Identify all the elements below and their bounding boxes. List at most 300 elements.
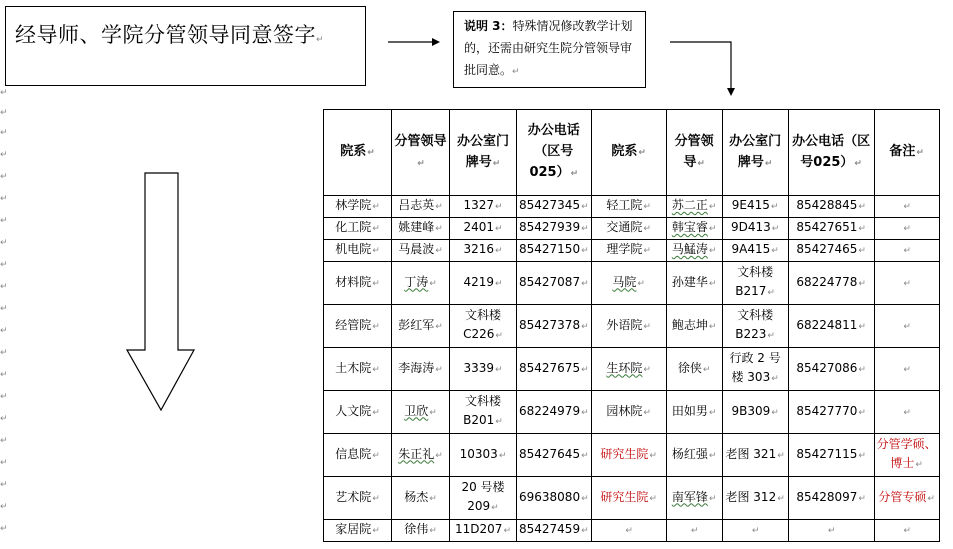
header-cell (874, 110, 939, 196)
cell-end-mark-icon: ↵ (581, 450, 589, 461)
header-cell (591, 110, 666, 196)
table-cell (392, 348, 450, 391)
cell-end-mark-icon: ↵ (916, 148, 924, 158)
cell-end-mark-icon: ↵ (581, 278, 589, 289)
cell-end-mark-icon: ↵ (581, 526, 589, 536)
return-mark-icon: ↵ (512, 67, 520, 77)
cell-end-mark-icon: ↵ (903, 364, 911, 375)
table-cell-text: 徐伟 (404, 522, 429, 536)
table-cell (874, 305, 939, 348)
table-cell (450, 391, 517, 434)
table-cell (666, 305, 722, 348)
cell-end-mark-icon: ↵ (581, 246, 589, 256)
table-cell (450, 262, 517, 305)
cell-end-mark-icon: ↵ (771, 407, 779, 418)
table-cell-text: 9B309 (731, 403, 771, 418)
table-cell (874, 520, 939, 542)
cell-end-mark-icon: ↵ (915, 460, 923, 470)
table-cell (591, 262, 666, 305)
cell-end-mark-icon: ↵ (858, 450, 866, 461)
note-label: 说明 3： (464, 19, 513, 33)
table-cell (722, 305, 788, 348)
cell-end-mark-icon: ↵ (854, 158, 862, 169)
table-row (324, 520, 940, 542)
table-cell (517, 434, 592, 477)
table-cell-text: 85427378 (519, 317, 581, 332)
table-cell (722, 262, 788, 305)
header-cell (722, 110, 788, 196)
down-arrow-icon (127, 173, 194, 410)
table-cell-text: 朱正礼 (398, 446, 435, 461)
cell-end-mark-icon: ↵ (858, 407, 866, 418)
title-text: 经导师、学院分管领导同意签字 (15, 23, 316, 47)
table-cell-text: 吕志英 (398, 198, 435, 212)
table-cell-text: 行政 2 号楼 303 (729, 351, 781, 384)
cell-end-mark-icon: ↵ (708, 278, 717, 289)
table-cell-text: 研究生院 (600, 489, 649, 504)
table-row (324, 196, 940, 218)
header-cell-text: 分管领导 (394, 133, 447, 149)
cell-end-mark-icon: ↵ (903, 278, 911, 289)
table-row (324, 218, 940, 240)
header-cell-text: 办公室门牌号 (729, 133, 782, 170)
table-cell-text: 经管院 (335, 317, 372, 332)
table-cell-text: 10303 (459, 446, 498, 461)
cell-end-mark-icon: ↵ (643, 364, 651, 375)
cell-end-mark-icon: ↵ (638, 148, 646, 158)
right-arrow-icon (388, 38, 440, 46)
cell-end-mark-icon: ↵ (690, 526, 699, 536)
table-cell-text: 李海涛 (398, 360, 435, 375)
cell-end-mark-icon: ↵ (417, 158, 425, 169)
table-cell (517, 196, 592, 218)
cell-end-mark-icon: ↵ (771, 224, 780, 234)
table-cell (874, 348, 939, 391)
table-cell (392, 262, 450, 305)
table-cell (450, 348, 517, 391)
cell-end-mark-icon: ↵ (708, 407, 717, 418)
table-cell (722, 391, 788, 434)
cell-end-mark-icon: ↵ (581, 493, 589, 504)
cell-end-mark-icon: ↵ (495, 364, 503, 375)
table-cell-text: 田如男 (671, 403, 708, 418)
table-cell (788, 218, 874, 240)
table-cell-text: 85427459 (519, 522, 581, 536)
cell-end-mark-icon: ↵ (764, 158, 773, 169)
table-cell-text: 文科楼C226 (463, 308, 501, 341)
table-cell (392, 196, 450, 218)
table-cell (517, 391, 592, 434)
cell-end-mark-icon: ↵ (435, 450, 443, 461)
cell-end-mark-icon: ↵ (372, 364, 380, 375)
table-cell-text: 土木院 (335, 360, 372, 375)
cell-end-mark-icon: ↵ (649, 493, 657, 504)
table-cell (788, 477, 874, 520)
table-row (324, 434, 940, 477)
cell-end-mark-icon: ↵ (777, 493, 785, 504)
table-cell-text: 2401 (463, 220, 494, 234)
cell-end-mark-icon: ↵ (643, 224, 651, 234)
cell-end-mark-icon: ↵ (903, 407, 911, 418)
table-cell-text: 苏二正 (671, 198, 708, 212)
table-cell (392, 520, 450, 542)
table-cell (517, 520, 592, 542)
contact-table (323, 109, 940, 542)
table-cell-text: 艺术院 (335, 489, 372, 504)
elbow-arrow-icon (670, 42, 735, 96)
table-cell-text: 马院 (612, 274, 637, 289)
table-cell (591, 240, 666, 262)
table-cell (591, 391, 666, 434)
table-cell (517, 305, 592, 348)
table-cell-text: 9E415 (731, 198, 770, 212)
cell-end-mark-icon: ↵ (495, 417, 503, 427)
cell-end-mark-icon: ↵ (903, 526, 911, 536)
table-cell-text: 文科楼B217 (735, 265, 774, 298)
table-cell (517, 240, 592, 262)
cell-end-mark-icon: ↵ (643, 321, 651, 332)
table-cell (722, 218, 788, 240)
table-cell (666, 218, 722, 240)
table-cell-text: 文科楼B201 (463, 394, 501, 427)
table-cell (517, 477, 592, 520)
table-cell-text: 园林院 (606, 403, 643, 418)
table-cell (324, 262, 392, 305)
table-cell-text: 85428097 (796, 489, 858, 504)
cell-end-mark-icon: ↵ (495, 224, 503, 234)
cell-end-mark-icon: ↵ (495, 331, 503, 341)
table-cell-text: 9D413 (730, 220, 771, 234)
table-cell (874, 262, 939, 305)
table-cell-text: 南军锋 (671, 489, 708, 504)
cell-end-mark-icon: ↵ (637, 278, 645, 289)
cell-end-mark-icon: ↵ (492, 158, 501, 169)
cell-end-mark-icon: ↵ (435, 202, 443, 212)
table-cell-text: 68224778 (796, 274, 858, 289)
cell-end-mark-icon: ↵ (708, 321, 717, 332)
table-cell-text: 研究生院 (600, 446, 649, 461)
table-cell-text: 3339 (463, 360, 494, 375)
cell-end-mark-icon: ↵ (708, 202, 717, 212)
table-cell-text: 68224979 (519, 403, 581, 418)
header-cell-text: 办公电话（区号025） (792, 133, 871, 170)
table-cell (874, 477, 939, 520)
table-cell (324, 391, 392, 434)
table-cell-text: 85427770 (796, 403, 858, 418)
table-cell-text: 卫欣 (404, 403, 429, 418)
cell-end-mark-icon: ↵ (708, 450, 717, 461)
cell-end-mark-icon: ↵ (429, 493, 437, 504)
cell-end-mark-icon: ↵ (858, 246, 866, 256)
cell-end-mark-icon: ↵ (372, 321, 380, 332)
table-cell-text: 11D207 (455, 522, 503, 536)
cell-end-mark-icon: ↵ (927, 493, 935, 504)
table-cell-text: 85427086 (796, 360, 858, 375)
cell-end-mark-icon: ↵ (702, 364, 711, 375)
table-cell-text: 1327 (463, 198, 494, 212)
cell-end-mark-icon: ↵ (372, 224, 380, 234)
cell-end-mark-icon: ↵ (372, 407, 380, 418)
table-cell (788, 240, 874, 262)
table-row (324, 262, 940, 305)
table-cell (788, 305, 874, 348)
table-cell-text: 丁涛 (404, 274, 429, 289)
table-cell-text: 69638080 (519, 489, 581, 504)
cell-end-mark-icon: ↵ (372, 278, 380, 289)
cell-end-mark-icon: ↵ (858, 364, 866, 375)
cell-end-mark-icon: ↵ (903, 321, 911, 332)
header-cell (392, 110, 450, 196)
table-row (324, 477, 940, 520)
table-cell-text: 分管专硕 (878, 489, 927, 504)
table-cell (591, 196, 666, 218)
table-cell (788, 196, 874, 218)
table-cell (450, 305, 517, 348)
table-cell-text: 85427465 (796, 242, 858, 256)
table-cell (874, 391, 939, 434)
cell-end-mark-icon: ↵ (372, 450, 380, 461)
table-cell-text: 林学院 (335, 198, 372, 212)
table-cell (517, 218, 592, 240)
cell-end-mark-icon: ↵ (767, 288, 775, 298)
table-cell-text: 孙建华 (671, 274, 708, 289)
table-cell (666, 477, 722, 520)
table-cell (788, 434, 874, 477)
table-cell-text: 理学院 (606, 242, 643, 256)
table-cell (517, 348, 592, 391)
table-cell-text: 85427115 (796, 446, 858, 461)
table-cell-text: 85427345 (519, 198, 581, 212)
table-cell (450, 218, 517, 240)
table-cell-text: 材料院 (335, 274, 372, 289)
header-cell (788, 110, 874, 196)
cell-end-mark-icon: ↵ (435, 321, 443, 332)
table-row (324, 240, 940, 262)
table-cell-text: 马晨波 (398, 242, 435, 256)
cell-end-mark-icon: ↵ (581, 364, 589, 375)
table-cell (591, 348, 666, 391)
table-cell-text: 文科楼B223 (735, 308, 774, 341)
cell-end-mark-icon: ↵ (903, 246, 911, 256)
table-row (324, 305, 940, 348)
table-cell-text: 85427150 (519, 242, 581, 256)
cell-end-mark-icon: ↵ (495, 246, 503, 256)
table-row (324, 391, 940, 434)
table-cell (392, 218, 450, 240)
header-cell-text: 院系 (340, 144, 367, 159)
cell-end-mark-icon: ↵ (429, 407, 437, 418)
table-cell-text: 人文院 (335, 403, 372, 418)
table-cell-text: 3216 (463, 242, 494, 256)
cell-end-mark-icon: ↵ (858, 224, 866, 234)
table-cell (392, 305, 450, 348)
cell-end-mark-icon: ↵ (771, 246, 779, 256)
cell-end-mark-icon: ↵ (643, 246, 651, 256)
cell-end-mark-icon: ↵ (581, 202, 589, 212)
table-cell-text: 85427675 (519, 360, 581, 375)
cell-end-mark-icon: ↵ (697, 158, 705, 169)
table-cell-text: 85427645 (519, 446, 581, 461)
table-cell (450, 477, 517, 520)
table-cell (788, 391, 874, 434)
table-cell (324, 434, 392, 477)
cell-end-mark-icon: ↵ (429, 278, 437, 289)
cell-end-mark-icon: ↵ (372, 246, 380, 256)
table-cell (666, 196, 722, 218)
table-cell (722, 477, 788, 520)
paragraph-marks: ↵ ↵ ↵ ↵ ↵ ↵ ↵ ↵ ↵ ↵ ↵ ↵ ↵ ↵ ↵ ↵ ↵ ↵ ↵ ↵ ↵ (0, 88, 8, 534)
cell-end-mark-icon: ↵ (858, 202, 866, 212)
table-cell (874, 240, 939, 262)
table-cell (591, 434, 666, 477)
table-cell (450, 520, 517, 542)
cell-end-mark-icon: ↵ (372, 493, 380, 504)
table-cell (666, 434, 722, 477)
table-cell (591, 477, 666, 520)
header-cell (666, 110, 722, 196)
cell-end-mark-icon: ↵ (435, 246, 443, 256)
cell-end-mark-icon: ↵ (903, 202, 911, 212)
table-cell (392, 434, 450, 477)
table-cell (666, 262, 722, 305)
cell-end-mark-icon: ↵ (503, 526, 511, 536)
table-cell (324, 196, 392, 218)
table-cell (722, 240, 788, 262)
cell-end-mark-icon: ↵ (770, 202, 779, 212)
header-cell-text: 办公电话（区号025） (527, 123, 580, 180)
cell-end-mark-icon: ↵ (708, 246, 717, 256)
table-cell (324, 305, 392, 348)
table-cell-text: 姚建峰 (398, 220, 435, 234)
cell-end-mark-icon: ↵ (495, 202, 503, 212)
table-cell-text: 杨红强 (671, 446, 708, 461)
table-cell (666, 240, 722, 262)
cell-end-mark-icon: ↵ (771, 374, 779, 384)
cell-end-mark-icon: ↵ (581, 321, 589, 332)
table-cell (666, 520, 722, 542)
table-cell-text: 85427651 (796, 220, 858, 234)
cell-end-mark-icon: ↵ (435, 224, 443, 234)
table-cell (874, 218, 939, 240)
cell-end-mark-icon: ↵ (708, 493, 717, 504)
table-cell (591, 218, 666, 240)
table-cell-text: 85427087 (519, 274, 581, 289)
cell-end-mark-icon: ↵ (649, 450, 657, 461)
cell-end-mark-icon: ↵ (858, 278, 866, 289)
table-cell (392, 391, 450, 434)
table-cell (788, 520, 874, 542)
header-cell (324, 110, 392, 196)
table-cell (324, 218, 392, 240)
table-cell (324, 477, 392, 520)
table-cell (874, 196, 939, 218)
table-cell (450, 434, 517, 477)
table-cell (392, 477, 450, 520)
cell-end-mark-icon: ↵ (858, 321, 866, 332)
table-cell (324, 520, 392, 542)
cell-end-mark-icon: ↵ (435, 364, 443, 375)
table-cell-text: 85427939 (519, 220, 581, 234)
table-cell (666, 348, 722, 391)
table-cell-text: 家居院 (335, 522, 372, 536)
cell-end-mark-icon: ↵ (429, 526, 437, 536)
table-cell (788, 262, 874, 305)
cell-end-mark-icon: ↵ (581, 224, 589, 234)
table-cell-text: 交通院 (606, 220, 643, 234)
table-cell (392, 240, 450, 262)
table-cell (722, 348, 788, 391)
table-cell (591, 520, 666, 542)
cell-end-mark-icon: ↵ (643, 202, 651, 212)
cell-end-mark-icon: ↵ (495, 278, 503, 289)
cell-end-mark-icon: ↵ (827, 526, 836, 536)
table-cell (874, 434, 939, 477)
table-cell-text: 韩宝睿 (671, 220, 708, 234)
table-cell-text: 机电院 (335, 242, 372, 256)
table-cell-text: 徐侠 (677, 360, 702, 375)
header-cell-text: 备注 (889, 144, 916, 159)
table-cell-text: 化工院 (335, 220, 372, 234)
table-cell (324, 240, 392, 262)
table-cell (788, 348, 874, 391)
table-cell-text: 4219 (463, 274, 494, 289)
table-cell (450, 240, 517, 262)
cell-end-mark-icon: ↵ (751, 526, 760, 536)
table-cell-text: 鲍志坤 (671, 317, 708, 332)
table-cell-text: 彭红军 (398, 317, 435, 332)
table-cell-text: 杨杰 (404, 489, 429, 504)
table-cell (517, 262, 592, 305)
return-mark-icon: ↵ (316, 35, 325, 45)
cell-end-mark-icon: ↵ (372, 202, 380, 212)
table-cell (324, 348, 392, 391)
table-cell-text: 轻工院 (606, 198, 643, 212)
header-cell (450, 110, 517, 196)
table-cell-text: 老图 312 (725, 489, 777, 504)
table-cell-text: 20 号楼209 (461, 480, 505, 513)
table-cell-text: 生环院 (606, 360, 643, 375)
table-cell (722, 434, 788, 477)
table-cell-text: 分管学硕、博士 (876, 437, 937, 470)
cell-end-mark-icon: ↵ (367, 148, 375, 158)
table-cell (450, 196, 517, 218)
table-header-row (324, 110, 940, 196)
table-cell-text: 信息院 (335, 446, 372, 461)
cell-end-mark-icon: ↵ (498, 450, 507, 461)
table-cell-text: 马鯭涛 (671, 242, 708, 256)
cell-end-mark-icon: ↵ (372, 526, 380, 536)
header-cell-text: 分管领导 (674, 133, 714, 170)
note-text: 特殊情况修改教学计划的，还需由研究生院分管领导审批同意。 (464, 19, 633, 77)
cell-end-mark-icon: ↵ (708, 224, 717, 234)
table-cell (666, 391, 722, 434)
table-cell (722, 520, 788, 542)
cell-end-mark-icon: ↵ (858, 493, 866, 504)
cell-end-mark-icon: ↵ (625, 526, 633, 536)
header-cell (517, 110, 592, 196)
table-cell-text: 外语院 (606, 317, 643, 332)
table-cell-text: 85428845 (796, 198, 858, 212)
table-cell-text: 9A415 (731, 242, 771, 256)
table-cell-text: 68224811 (796, 317, 858, 332)
table-cell (591, 305, 666, 348)
cell-end-mark-icon: ↵ (777, 450, 785, 461)
cell-end-mark-icon: ↵ (491, 503, 499, 513)
cell-end-mark-icon: ↵ (903, 224, 911, 234)
table-row (324, 348, 940, 391)
header-cell-text: 院系 (611, 144, 638, 159)
cell-end-mark-icon: ↵ (643, 407, 651, 418)
